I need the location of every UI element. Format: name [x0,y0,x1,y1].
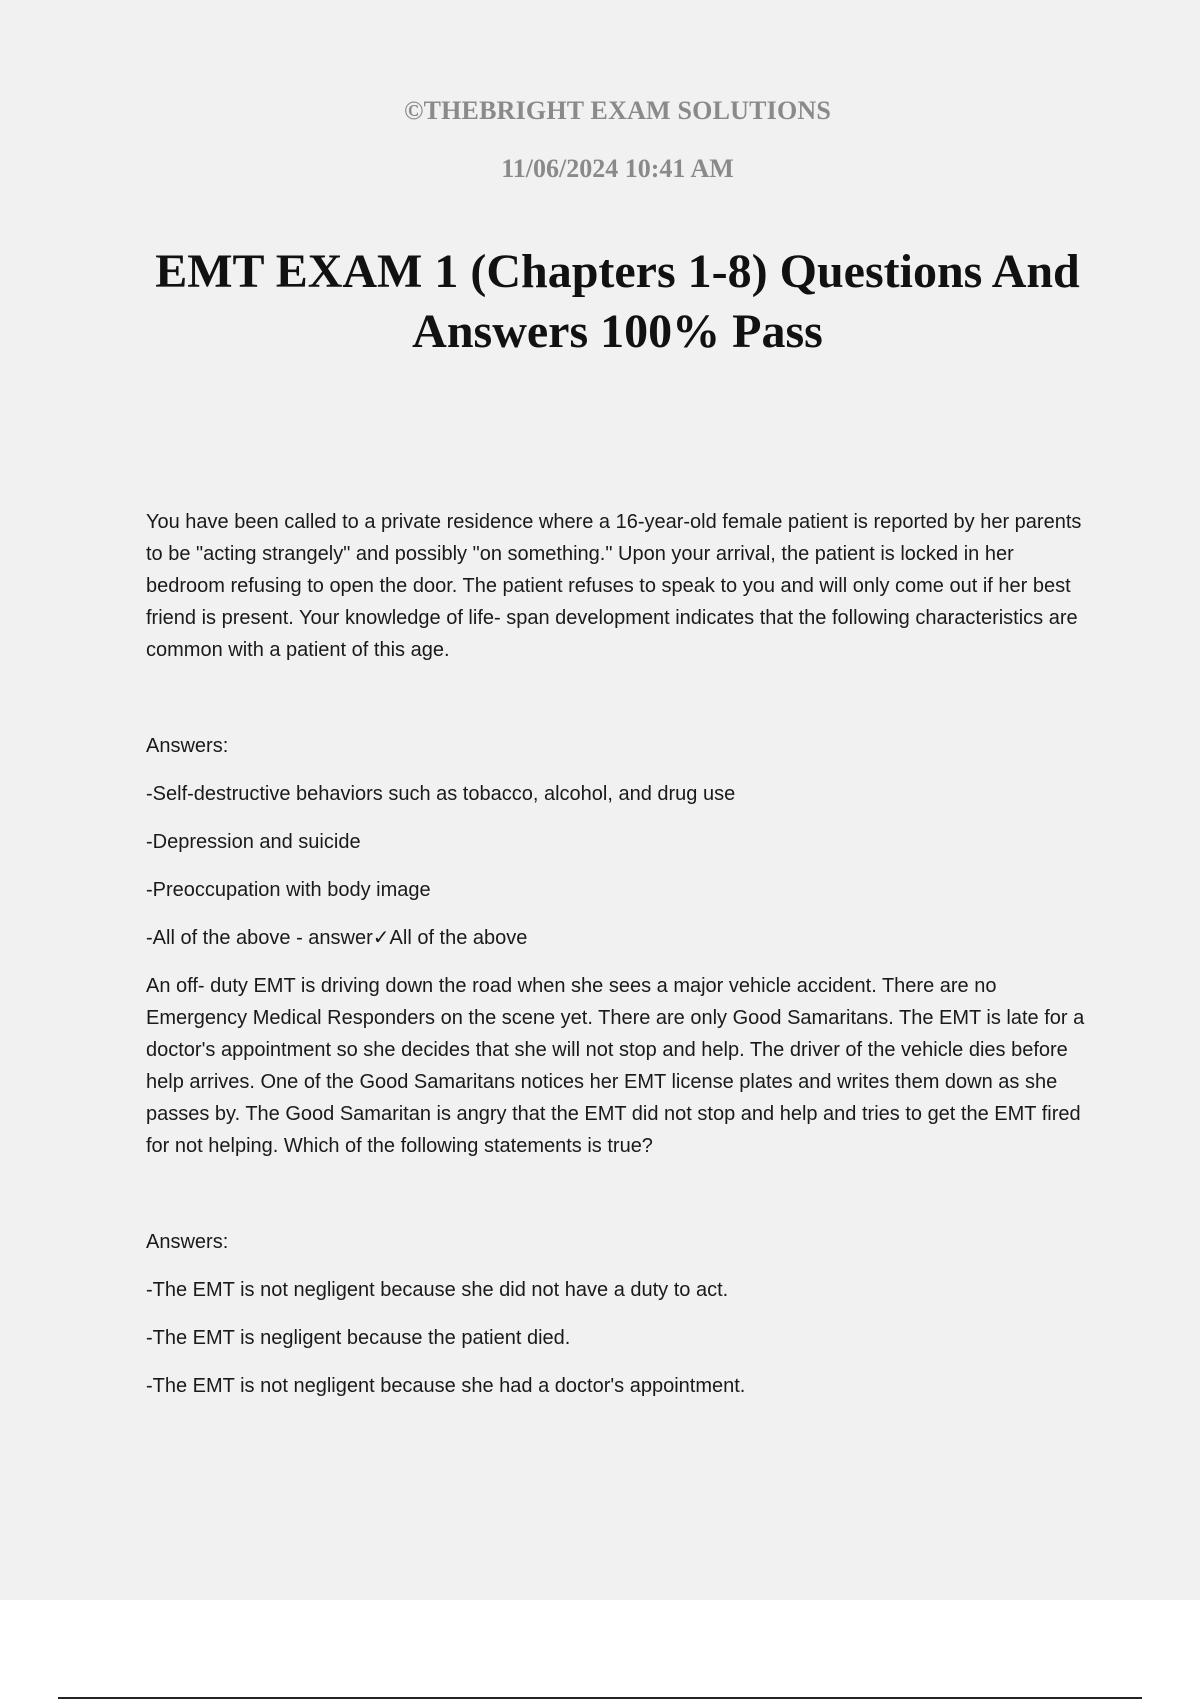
question-1-option-1: -Self-destructive behaviors such as tobacco, alcohol, and drug use [146,783,736,805]
question-2-text: An off- duty EMT is driving down the road when she sees a major vehicle accident. There are no Emergency Medical Responders on the scene yet. There are only Good Samaritans. The EMT is late for a doctor's appointment so she decides that she will not stop and help. The driver of the vehicle dies before help arrives. One of the Good Samaritans notices her EMT license plates and writes them down as she passes by. The Good Samaritan is angry that the EMT did not stop and help and tries to get the EMT fired for not helping. Which of the following statements is true? [146,975,1085,1157]
document-title: EMT EXAM 1 (Chapters 1-8) Questions And Answers 100% Pass [155,245,1080,358]
question-2-option-3: -The EMT is not negligent because she had a doctor's appointment. [146,1375,746,1397]
question-1-option-2: -Depression and suicide [146,831,361,853]
question-2-option-2: -The EMT is negligent because the patient died. [146,1327,571,1349]
document-body [146,506,1096,1402]
copyright-header: ©THEBRIGHT EXAM SOLUTIONS [403,96,832,125]
question-1-text: You have been called to a private residence where a 16-year-old female patient is reported by her parents to be "acting strangely" and possibly "on something." Upon your arrival, the patient is locked in her bedroom refusing to open the door. The patient refuses to speak to you and will only come out if her best friend is present. Your knowledge of life- span development indicates that the following characteristics are common with a patient of this age. [146,511,1082,661]
timestamp-header: 11/06/2024 10:41 AM [501,154,734,183]
footer-divider [58,1697,1142,1699]
question-2-option-1: -The EMT is not negligent because she did not have a duty to act. [146,1279,729,1301]
question-1-option-4: -All of the above - answer✓All of the above [146,927,528,949]
question-2-answers-label: Answers: [146,1231,229,1253]
question-1-option-3: -Preoccupation with body image [146,879,431,901]
question-1-answers-label: Answers: [146,735,229,757]
